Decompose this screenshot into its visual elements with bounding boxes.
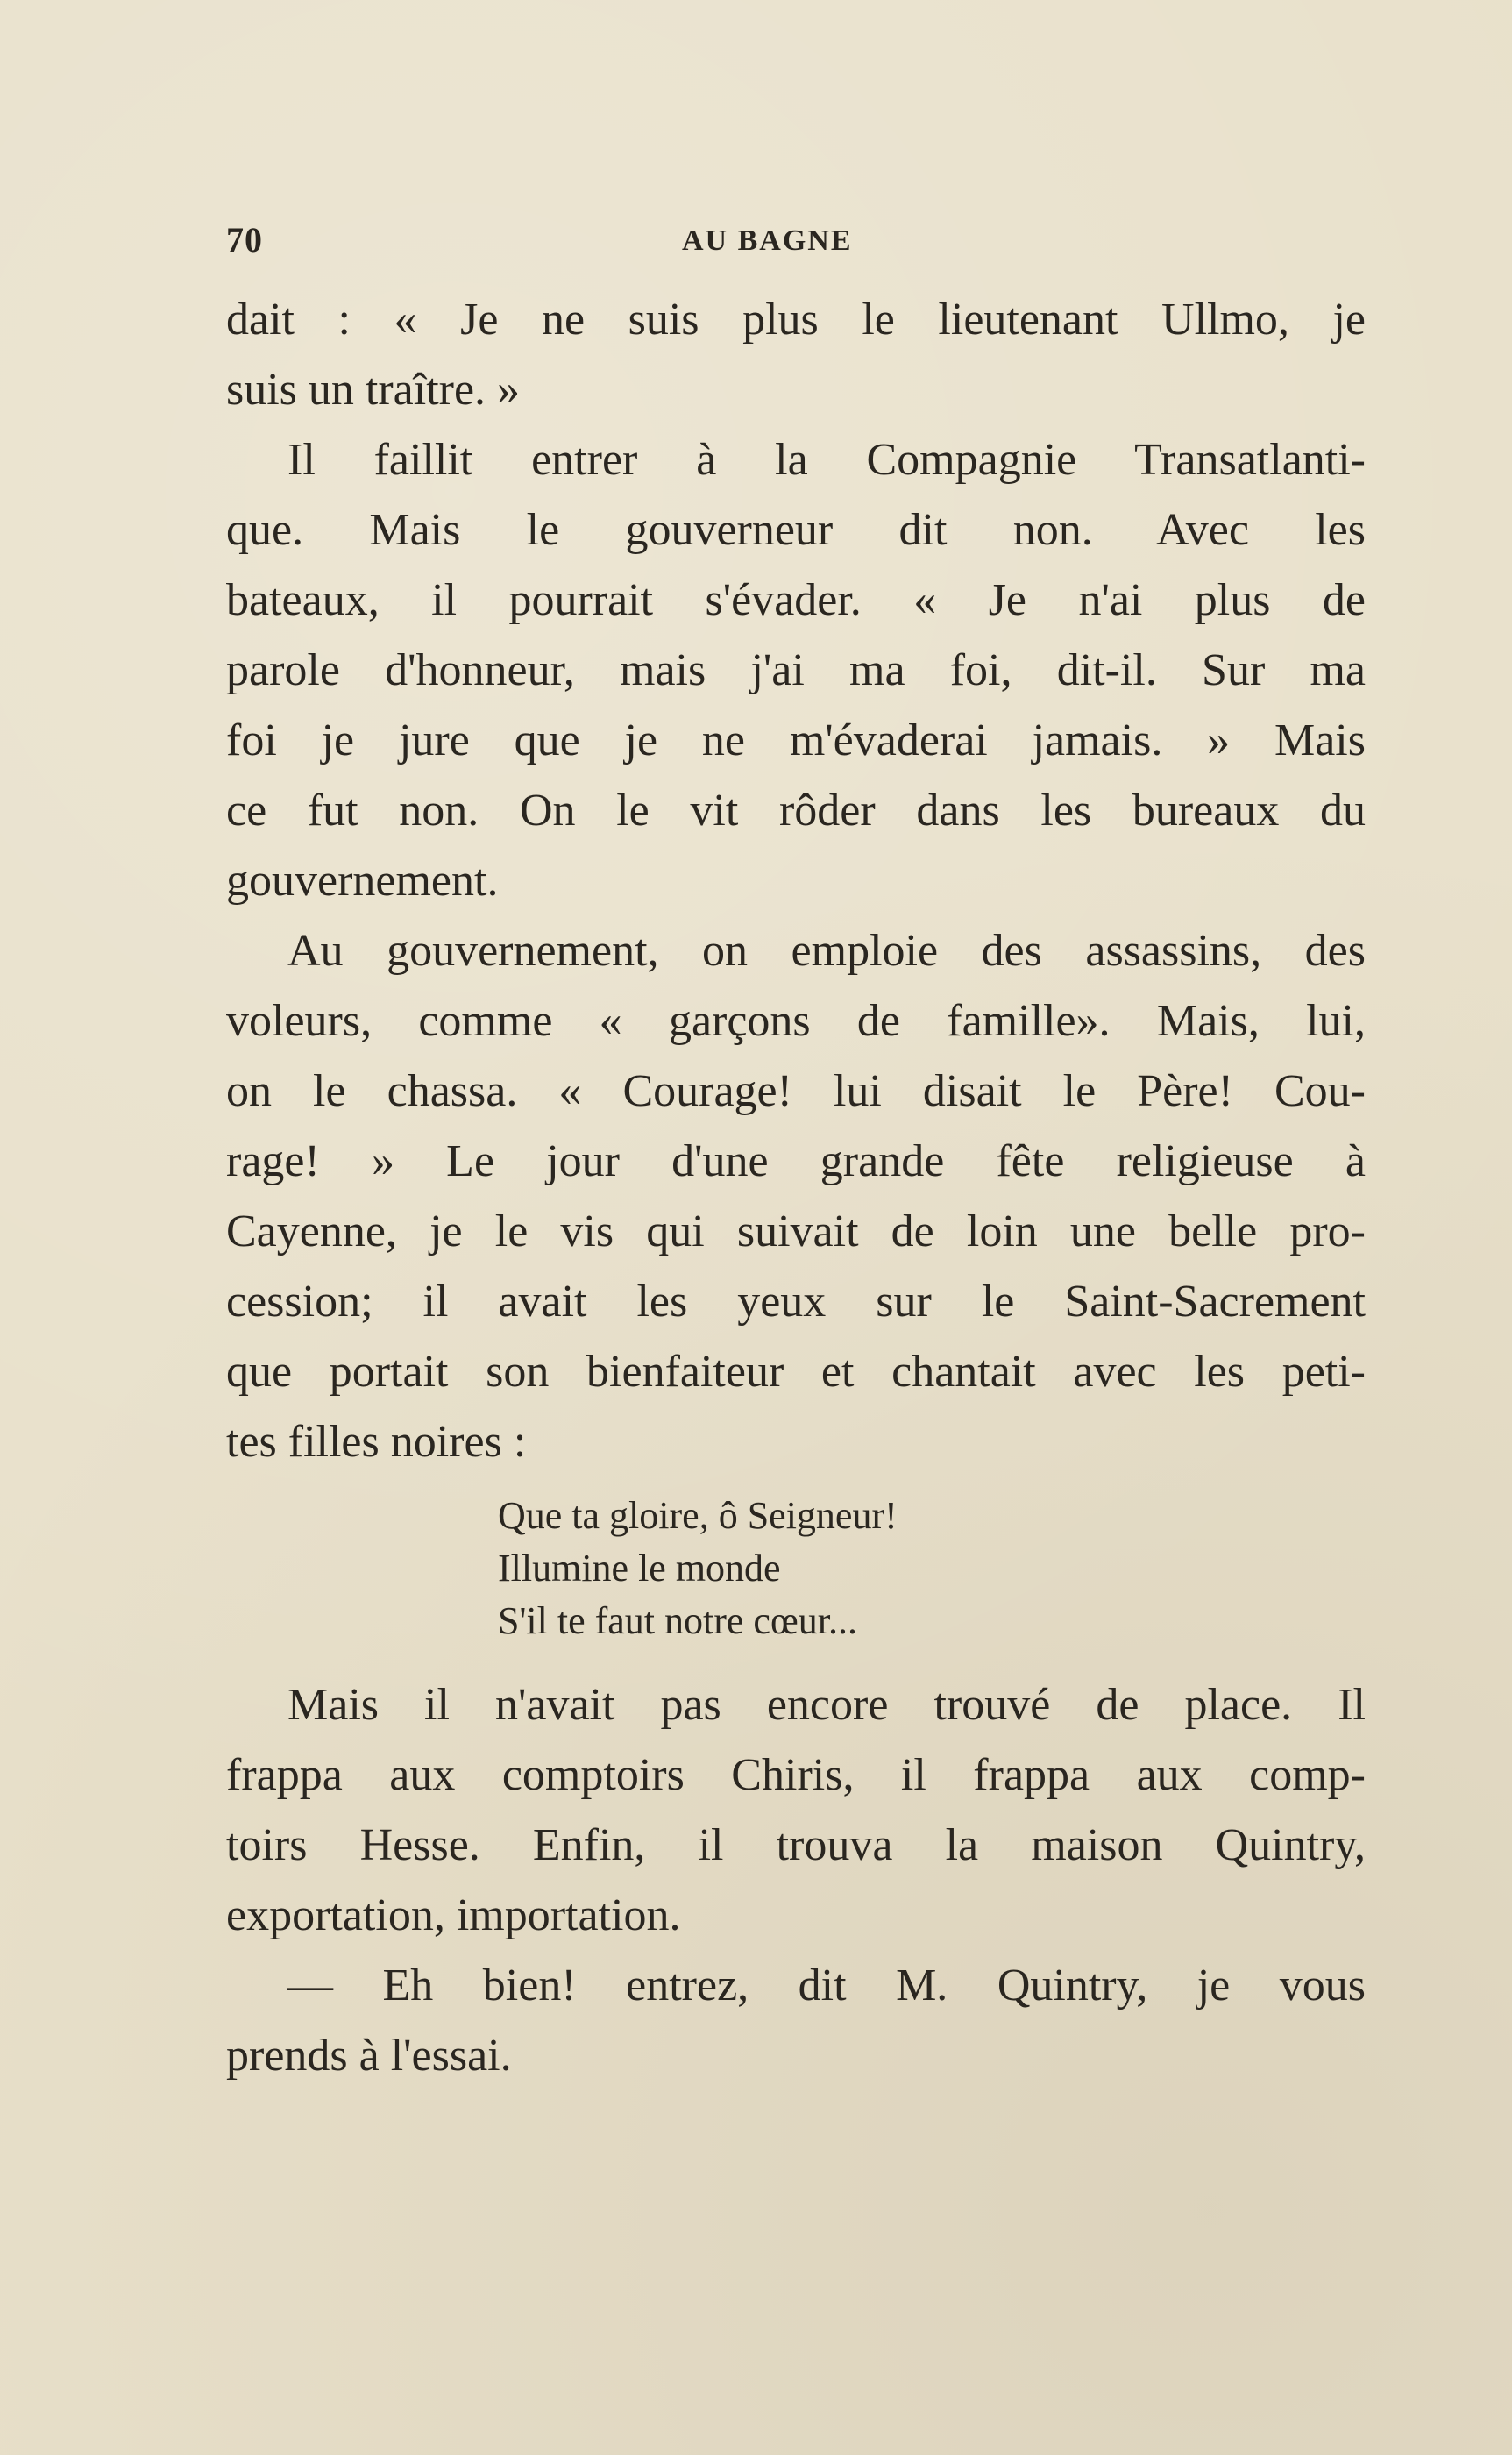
body-text	[226, 285, 1366, 2091]
text-line: gouvernement.	[226, 856, 499, 906]
text-line: Mais il n'avait pas encore trouvé de place. Il	[287, 1680, 1366, 1730]
text-line: Cayenne, je le vis qui suivait de loin une belle pro-	[226, 1206, 1366, 1256]
text-line: exportation, importation.	[226, 1890, 681, 1940]
text-line: que portait son bienfaiteur et chantait avec les peti-	[226, 1347, 1366, 1397]
text-line: — Eh bien! entrez, dit M. Quintry, je vous	[287, 1960, 1366, 2010]
text-line: bateaux, il pourrait s'évader. « Je n'ai plus de	[226, 575, 1366, 625]
verse-block	[498, 1490, 1199, 1647]
running-title: AU BAGNE	[682, 224, 853, 257]
text-line: voleurs, comme « garçons de famille». Mais, lui,	[226, 996, 1366, 1046]
verse-line: Illumine le monde	[498, 1547, 781, 1590]
text-line: prends à l'essai.	[226, 2031, 512, 2081]
verse-line: S'il te faut notre cœur...	[498, 1599, 857, 1642]
text-line: frappa aux comptoirs Chiris, il frappa aux comp-	[226, 1750, 1366, 1800]
text-line: Au gouvernement, on emploie des assassins, des	[287, 926, 1366, 976]
text-line: que. Mais le gouverneur dit non. Avec les	[226, 505, 1366, 555]
verse-line: Que ta gloire, ô Seigneur!	[498, 1494, 898, 1537]
text-line: foi je jure que je ne m'évaderai jamais. » Mais	[226, 715, 1366, 765]
page-header	[226, 219, 1366, 272]
text-line: parole d'honneur, mais j'ai ma foi, dit-il. Sur ma	[226, 645, 1366, 695]
page-number: 70	[226, 220, 263, 260]
text-line: tes filles noires :	[226, 1417, 527, 1467]
text-line: toirs Hesse. Enfin, il trouva la maison Quintry,	[226, 1820, 1366, 1870]
text-line: ce fut non. On le vit rôder dans les bureaux du	[226, 786, 1366, 836]
text-line: dait : « Je ne suis plus le lieutenant Ullmo, je	[226, 295, 1366, 345]
text-line: rage! » Le jour d'une grande fête religieuse à	[226, 1136, 1366, 1186]
text-line: on le chassa. « Courage! lui disait le Père! Cou-	[226, 1066, 1366, 1116]
text-line: cession; il avait les yeux sur le Saint-Sacrement	[226, 1277, 1366, 1327]
text-line: Il faillit entrer à la Compagnie Transatlanti-	[287, 435, 1366, 485]
text-line: suis un traître. »	[226, 365, 521, 415]
